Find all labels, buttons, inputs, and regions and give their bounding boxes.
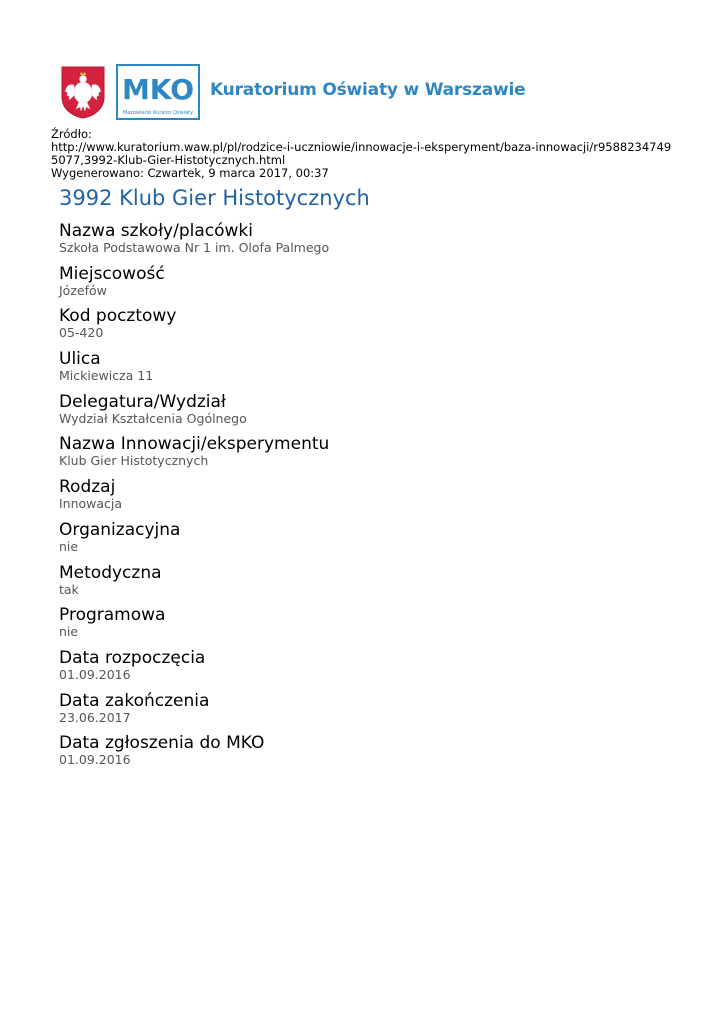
field-programmatic (59, 605, 679, 648)
field-value: Innowacja (59, 496, 123, 512)
field-label: Ulica (59, 349, 101, 370)
field-value: 05-420 (59, 325, 104, 341)
field-value: nie (59, 624, 79, 640)
mko-logo-letters: MKO (121, 73, 195, 106)
field-innovation-name (59, 434, 679, 477)
field-value: Józefów (59, 282, 107, 298)
polish-eagle-emblem-icon (60, 65, 106, 119)
field-delegation (59, 392, 679, 435)
field-start-date (59, 648, 679, 691)
field-label: Rodzaj (59, 477, 116, 498)
page-header (60, 64, 525, 120)
field-value: 01.09.2016 (59, 666, 131, 682)
field-end-date (59, 691, 679, 734)
field-label: Metodyczna (59, 562, 162, 583)
mko-logo (116, 64, 200, 120)
field-postal-code (59, 306, 679, 349)
field-value: Mickiewicza 11 (59, 368, 154, 384)
field-street (59, 349, 679, 392)
field-value: nie (59, 538, 79, 554)
source-label: Źródło: (51, 127, 92, 141)
header-title: Kuratorium Oświaty w Warszawie (210, 80, 526, 100)
field-submission-date (59, 733, 679, 776)
field-label: Programowa (59, 605, 166, 626)
field-label: Data zgłoszenia do MKO (59, 733, 265, 754)
field-label: Kod pocztowy (59, 306, 177, 327)
field-value: 01.09.2016 (59, 752, 131, 768)
field-type (59, 477, 679, 520)
source-url-line-1: http://www.kuratorium.waw.pl/pl/rodzice-i-uczniowie/innowacje-i-eksperyment/baza-innowacji/r9588234749 (51, 140, 672, 154)
mko-logo-caption: Mazowiecki Kurator Oświaty (122, 110, 194, 116)
field-methodical (59, 563, 679, 606)
field-value: Szkoła Podstawowa Nr 1 im. Olofa Palmego (59, 240, 330, 255)
field-value: Wydział Kształcenia Ogólnego (59, 410, 247, 426)
field-value: 23.06.2017 (59, 709, 131, 725)
field-organizational (59, 520, 679, 563)
field-label: Data rozpoczęcia (59, 647, 206, 668)
field-list (59, 221, 679, 776)
field-label: Data zakończenia (59, 690, 210, 711)
source-block (51, 128, 711, 180)
field-value: tak (59, 581, 79, 597)
field-label: Delegatura/Wydział (59, 391, 226, 412)
source-url-line-2: 5077,3992-Klub-Gier-Histotycznych.html (51, 153, 286, 167)
field-locality (59, 264, 679, 307)
field-label: Nazwa Innowacji/eksperymentu (59, 434, 330, 455)
field-school-name (59, 221, 679, 264)
field-label: Miejscowość (59, 263, 165, 284)
field-label: Organizacyjna (59, 519, 181, 540)
generated-timestamp: Wygenerowano: Czwartek, 9 marca 2017, 00:37 (51, 166, 329, 180)
field-value: Klub Gier Histotycznych (59, 453, 209, 469)
page-title: 3992 Klub Gier Histotycznych (59, 186, 370, 210)
field-label: Nazwa szkoły/placówki (59, 221, 253, 241)
